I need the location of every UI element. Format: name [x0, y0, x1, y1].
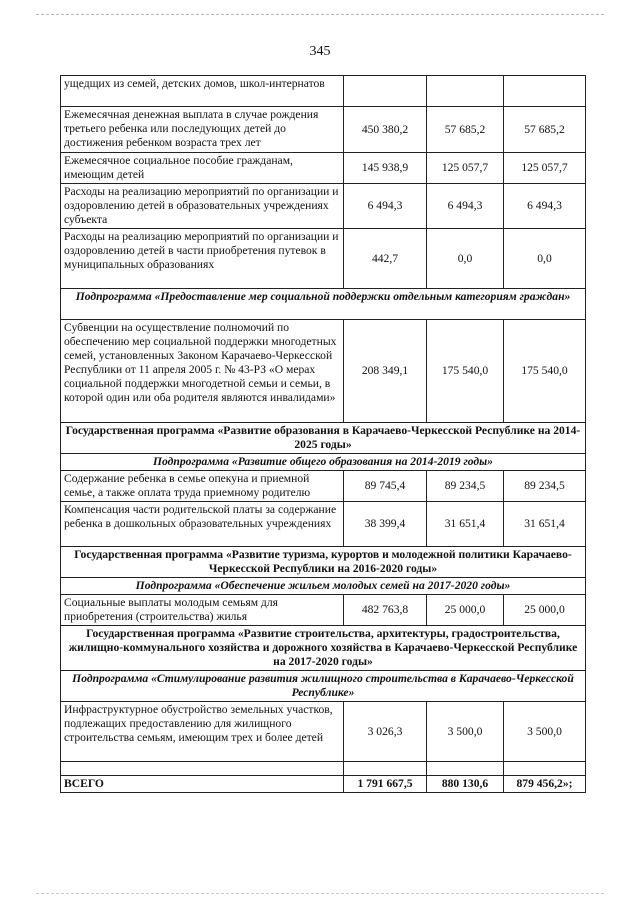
value-2020: 31 651,4 [504, 502, 586, 547]
row-label: Содержание ребенка в семье опекуна и приемной семье, а также оплата труда приемному родителю [61, 471, 344, 502]
scan-artifact-top [36, 14, 604, 16]
value-2020: 0,0 [504, 229, 586, 289]
value-2019: 3 500,0 [427, 702, 504, 762]
subprogram-heading: Подпрограмма «Стимулирование развития жилищного строительства в Карачаево-Черкесской Республике» [61, 671, 586, 702]
table-row [61, 107, 586, 153]
value-2019: 25 000,0 [427, 595, 504, 626]
value-2020: 3 500,0 [504, 702, 586, 762]
value-2018: 482 763,8 [344, 595, 427, 626]
empty-cell [427, 762, 504, 776]
subprogram-row [61, 671, 586, 702]
empty-row [61, 762, 586, 776]
value-2018: 208 349,1 [344, 320, 427, 423]
value-2019 [427, 76, 504, 107]
total-2020: 879 456,2»; [504, 776, 586, 793]
table-row [61, 184, 586, 229]
row-label: Субвенции на осуществление полномочий по обеспечению мер социальной поддержки многодетных семей, установленных Законом Карачаево-Черкесской Республики от 11 апреля 2005 г. № 43-РЗ «О мерах социальной поддержки многодетной семьи и семьи, в которой один или оба родителя являются инвалидами» [61, 320, 344, 423]
value-2020: 125 057,7 [504, 153, 586, 184]
subprogram-heading: Подпрограмма «Развитие общего образования на 2014-2019 годы» [61, 454, 586, 471]
value-2018: 38 399,4 [344, 502, 427, 547]
row-label: Социальные выплаты молодым семьям для приобретения (строительства) жилья [61, 595, 344, 626]
empty-cell [61, 762, 344, 776]
value-2020: 175 540,0 [504, 320, 586, 423]
subprogram-row [61, 289, 586, 320]
scan-artifact-bottom [36, 893, 604, 895]
value-2018: 89 745,4 [344, 471, 427, 502]
row-label: ущедщих из семей, детских домов, школ-интернатов [61, 76, 344, 107]
table-row [61, 502, 586, 547]
subprogram-heading: Подпрограмма «Предоставление мер социальной поддержки отдельным категориям граждан» [61, 289, 586, 320]
value-2018: 6 494,3 [344, 184, 427, 229]
page-number: 345 [309, 44, 331, 59]
total-2018: 1 791 667,5 [344, 776, 427, 793]
row-label: Расходы на реализацию мероприятий по организации и оздоровлению детей в части приобретения путевок в муниципальных образованиях [61, 229, 344, 289]
value-2020: 6 494,3 [504, 184, 586, 229]
program-heading: Государственная программа «Развитие образования в Карачаево-Черкесской Республике на 2014-2025 годы» [61, 423, 586, 454]
value-2018: 145 938,9 [344, 153, 427, 184]
subprogram-row [61, 578, 586, 595]
value-2020: 25 000,0 [504, 595, 586, 626]
total-2019: 880 130,6 [427, 776, 504, 793]
row-label: Инфраструктурное обустройство земельных участков, подлежащих предоставлению для жилищного строительства семьям, имеющим трех и более детей [61, 702, 344, 762]
table-row [61, 76, 586, 107]
total-row [61, 776, 586, 793]
subprogram-heading: Подпрограмма «Обеспечение жильем молодых семей на 2017-2020 годы» [61, 578, 586, 595]
program-heading: Государственная программа «Развитие туризма, курортов и молодежной политики Карачаево-Черкесской Республики на 2016-2020 годы» [61, 547, 586, 578]
value-2020: 57 685,2 [504, 107, 586, 153]
value-2020 [504, 76, 586, 107]
value-2018: 442,7 [344, 229, 427, 289]
table-row [61, 229, 586, 289]
program-row [61, 547, 586, 578]
value-2020: 89 234,5 [504, 471, 586, 502]
table-row [61, 153, 586, 184]
value-2019: 6 494,3 [427, 184, 504, 229]
program-row [61, 423, 586, 454]
table-row [61, 471, 586, 502]
table-row [61, 595, 586, 626]
row-label: Ежемесячное социальное пособие гражданам, имеющим детей [61, 153, 344, 184]
value-2019: 0,0 [427, 229, 504, 289]
row-label: Компенсация части родительской платы за содержание ребенка в дошкольных образовательных учреждениях [61, 502, 344, 547]
value-2019: 175 540,0 [427, 320, 504, 423]
value-2018: 450 380,2 [344, 107, 427, 153]
row-label: Расходы на реализацию мероприятий по организации и оздоровлению детей в образовательных учреждениях субъекта [61, 184, 344, 229]
value-2019: 125 057,7 [427, 153, 504, 184]
budget-table [60, 75, 586, 793]
value-2019: 89 234,5 [427, 471, 504, 502]
value-2019: 57 685,2 [427, 107, 504, 153]
value-2018: 3 026,3 [344, 702, 427, 762]
total-label: ВСЕГО [61, 776, 344, 793]
program-heading: Государственная программа «Развитие строительства, архитектуры, градостроительства, жилищно-коммунального хозяйства и дорожного хозяйства в Карачаево-Черкесской Республике на 2017-2020 годы» [61, 626, 586, 671]
empty-cell [504, 762, 586, 776]
table-row [61, 320, 586, 423]
value-2018 [344, 76, 427, 107]
empty-cell [344, 762, 427, 776]
value-2019: 31 651,4 [427, 502, 504, 547]
program-row [61, 626, 586, 671]
subprogram-row [61, 454, 586, 471]
table-row [61, 702, 586, 762]
row-label: Ежемесячная денежная выплата в случае рождения третьего ребенка или последующих детей до достижения ребенком возраста трех лет [61, 107, 344, 153]
